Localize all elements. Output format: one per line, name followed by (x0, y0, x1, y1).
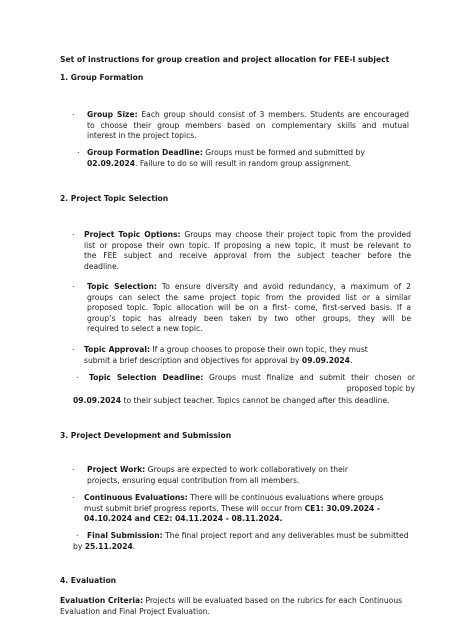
topic-deadline-date: 09.09.2024 (73, 396, 122, 405)
text-line: . (132, 542, 136, 551)
text-line: group’s topic has already been taken by two other groups, they will be (87, 313, 411, 323)
group-size-paragraph (87, 110, 409, 142)
text-line: Groups must be formed and submitted by (202, 148, 365, 157)
text-line: The final project report and any deliverables must be submitted (162, 531, 409, 540)
group-deadline-date: 02.09.2024 (87, 158, 136, 168)
continuous-eval-label: Continuous Evaluations: (84, 493, 188, 502)
text-line: There will be continuous evaluations where groups (187, 493, 384, 502)
topic-options-label: Project Topic Options: (84, 230, 181, 239)
topic-deadline-label: Topic Selection Deadline: (89, 373, 204, 382)
text-line: Groups must finalize and submit their chosen or (203, 373, 415, 382)
ce1-dates: CE1: 30.09.2024 - (304, 503, 381, 513)
continuous-eval-paragraph (84, 493, 414, 525)
final-submission-date: 25.11.2024 (84, 542, 133, 551)
text-line: . Failure to do so will result in random group assignment. (135, 158, 352, 168)
text-line: projects, ensuring equal contribution from all members. (87, 475, 300, 485)
project-work-paragraph (87, 465, 387, 486)
topic-approval-label: Topic Approval: (84, 345, 150, 354)
section-heading-topic-selection: 2. Project Topic Selection (60, 194, 169, 203)
topic-deadline-paragraph-cont (73, 396, 418, 407)
bullet-marker: . (72, 280, 75, 289)
text-line: to their subject teacher. Topics cannot be changed after this deadline. (121, 396, 390, 405)
group-deadline-paragraph (87, 148, 409, 169)
topic-approval-paragraph (84, 345, 411, 366)
evaluation-criteria-label: Evaluation Criteria: (60, 596, 144, 605)
bullet-marker: . (76, 371, 79, 380)
text-line: by (73, 542, 85, 551)
project-work-label: Project Work: (87, 465, 146, 474)
topic-deadline-paragraph (89, 373, 415, 394)
text-line: deadline. (84, 261, 120, 271)
section-heading-development: 3. Project Development and Submission (60, 431, 232, 440)
group-size-label: Group Size: (87, 110, 138, 119)
bullet-marker: . (72, 491, 75, 500)
text-line: the FEE subject and receive approval from the subject teacher before the (84, 251, 411, 261)
bullet-marker: . (72, 463, 75, 472)
text-line: Evaluation and Final Project Evaluation. (60, 606, 210, 616)
ce2-dates: 04.10.2024 and CE2: 04.11.2024 - 08.11.2024. (84, 514, 283, 524)
bullet-marker: . (72, 228, 75, 237)
text-line: If a group chooses to propose their own topic, they must (150, 345, 368, 354)
text-line: must submit brief progress reports. These will occur from (84, 503, 305, 513)
text-line: Projects will be evaluated based on the rubrics for each Continuous (143, 596, 403, 605)
final-submission-paragraph-cont (73, 542, 273, 553)
final-submission-paragraph (87, 531, 417, 542)
section-heading-evaluation: 4. Evaluation (60, 576, 117, 585)
text-line: proposed topic. Topic allocation will be on a first- come, first-served basis. If a (87, 303, 411, 313)
text-line: . (349, 355, 353, 365)
group-deadline-label: Group Formation Deadline: (87, 148, 203, 157)
text-line: groups can select the same project topic from the provided list or a similar (87, 292, 411, 302)
bullet-marker: . (76, 529, 79, 538)
final-submission-label: Final Submission: (87, 531, 163, 540)
text-line: list or propose their own topic. If proposing a new topic, it must be relevant to (84, 240, 411, 250)
topic-selection-label: Topic Selection: (87, 282, 157, 291)
text-line: Each group should consist of 3 members. Students are encouraged (137, 110, 409, 119)
text-line: Groups may choose their project topic from the provided (180, 230, 411, 239)
section-heading-group-formation: 1. Group Formation (60, 73, 144, 82)
bullet-marker: . (77, 146, 80, 155)
text-line: required to select a new topic. (87, 324, 203, 334)
text-line: to choose their group members based on complementary skills and mutual (87, 120, 409, 130)
text-line: Groups are expected to work collaboratively on their (145, 465, 348, 474)
topic-options-paragraph (84, 230, 411, 272)
topic-selection-paragraph (87, 282, 411, 335)
text-line: submit a brief description and objectives for approval by (84, 355, 302, 365)
evaluation-criteria-paragraph (60, 596, 420, 617)
topic-approval-date: 09.09.2024 (301, 355, 350, 365)
document-title: Set of instructions for group creation and project allocation for FEE-I subject (60, 55, 390, 64)
bullet-marker: . (72, 343, 75, 352)
text-line: interest in the project topics. (87, 131, 197, 141)
text-line: proposed topic by (346, 383, 415, 393)
bullet-marker: . (72, 108, 75, 117)
text-line: To ensure diversity and avoid redundancy, a maximum of 2 (156, 282, 411, 291)
